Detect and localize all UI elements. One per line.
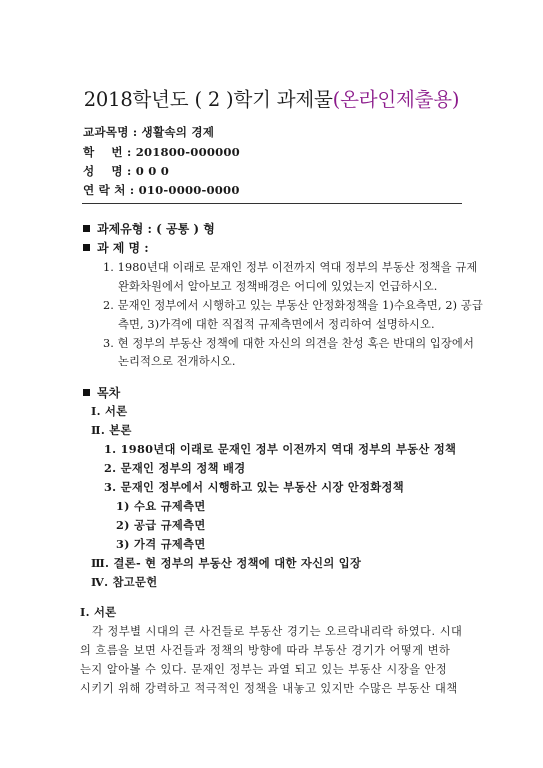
question-1-line-2: 완화차원에서 알아보고 정책배경은 어디에 있었는지 언급하시오.	[118, 280, 438, 293]
question-2-line-1: 2. 문재인 정부에서 시행하고 있는 부동산 안정화정책을 1)수요측면, 2) 공급	[103, 299, 483, 312]
question-3-line-2: 논리적으로 전개하시오.	[118, 355, 236, 368]
student-id: 학 번 : 201800-000000	[83, 145, 240, 159]
course-name: 교과목명 : 생활속의 경제	[83, 125, 215, 139]
page-title	[0, 84, 543, 112]
intro-paragraph-line: 의 흐름을 보면 사건들과 정책의 방향에 따라 부동산 경기가 어떻게 변하	[80, 644, 451, 657]
question-1-line-1: 1. 1980년대 이래로 문재인 정부 이전까지 역대 정부의 부동산 정책을 규제	[103, 261, 478, 274]
toc-heading: 목차	[83, 384, 120, 401]
square-bullet-icon	[83, 225, 90, 232]
square-bullet-icon	[83, 244, 90, 251]
assignment-type: 과제유형 : ( 공통 ) 형	[83, 220, 215, 237]
intro-paragraph-line: 각 정부별 시대의 큰 사건들로 부동산 경기는 오르락내리락 하였다. 시대	[92, 625, 463, 638]
student-name: 성 명 : 0 0 0	[83, 164, 169, 178]
toc-item: 1) 수요 규제측면	[116, 499, 206, 513]
question-2-line-2: 측면, 3)가격에 대한 직접적 규제측면에서 정리하여 설명하시오.	[118, 318, 435, 331]
toc-item: 2) 공급 규제측면	[116, 518, 206, 532]
title-main: 2018학년도 ( 2 )학기 과제물	[83, 88, 333, 111]
question-3-line-1: 3. 현 정부의 부동산 정책에 대한 자신의 의견을 찬성 혹은 반대의 입장에서	[103, 337, 474, 350]
intro-heading: Ⅰ. 서론	[80, 605, 117, 619]
contact-number: 연 락 처 : 010-0000-0000	[83, 183, 240, 197]
toc-item: Ⅲ. 결론- 현 정부의 부동산 정책에 대한 자신의 입장	[91, 556, 362, 570]
intro-paragraph-line: 시키기 위해 강력하고 적극적인 정책을 내놓고 있지만 수많은 부동산 대책	[80, 682, 458, 695]
toc-item: Ⅱ. 본론	[91, 423, 132, 437]
toc-item: Ⅰ. 서론	[91, 404, 128, 418]
intro-paragraph-line: 는지 알아볼 수 있다. 문재인 정부는 과열 되고 있는 부동산 시장을 안정	[80, 663, 448, 676]
toc-item: 1. 1980년대 이래로 문재인 정부 이전까지 역대 정부의 부동산 정책	[104, 442, 457, 456]
title-submission-type: (온라인제출용)	[332, 88, 460, 111]
toc-item: Ⅳ. 참고문헌	[91, 575, 158, 589]
square-bullet-icon	[83, 389, 90, 396]
toc-item: 3. 문재인 정부에서 시행하고 있는 부동산 시장 안정화정책	[104, 480, 404, 494]
assignment-title-label: 과 제 명 :	[83, 239, 149, 256]
toc-item: 3) 가격 규제측면	[116, 537, 206, 551]
header-divider	[82, 203, 462, 204]
toc-item: 2. 문재인 정부의 정책 배경	[104, 461, 246, 475]
